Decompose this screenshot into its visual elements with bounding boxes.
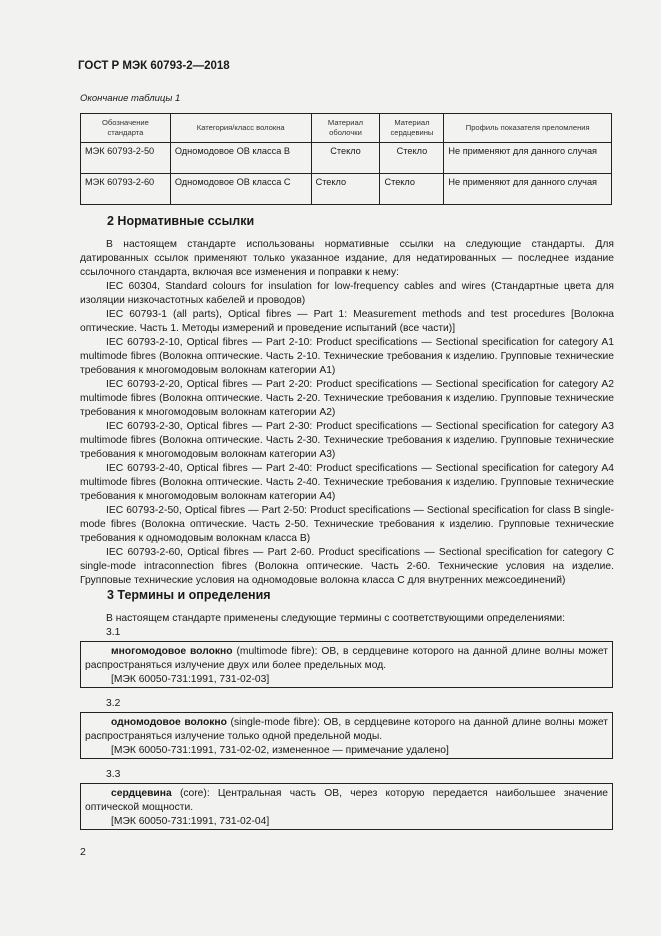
term-text: Центральная часть ОВ, через которую передается наибольшее значение оптической мощности.: [85, 788, 608, 813]
term: сердцевина: [111, 788, 172, 799]
table-cell: Стекло: [380, 143, 444, 174]
reference-item: IEC 60793-2-20, Optical fibres — Part 2-20: Product specifications — Sectional specification for category A2 multimode fibres (Волокна оптические. Часть 2-20. Технические требования к изделию. Групповые технические требования к многомодовым волокнам категории A2): [80, 379, 614, 418]
table-row: [81, 143, 612, 174]
table-cell: МЭК 60793-2-60: [81, 174, 171, 205]
term-number: 3.1: [106, 627, 121, 638]
table-header-cell: Материал сердцевины: [380, 114, 444, 143]
reference-item: IEC 60793-2-30, Optical fibres — Part 2-30: Product specifications — Sectional specification for category A3 multimode fibres (Волокна оптические. Часть 2-30. Технические требования к изделию. Групповые технические требования к многомодовым волокнам категории A3): [80, 421, 614, 460]
table-header-cell: Категория/класс волокна: [170, 114, 311, 143]
standards-table: [80, 113, 612, 205]
section-heading: 2 Нормативные ссылки: [107, 214, 255, 228]
term-text: ОВ, в сердцевине которого на данной длине волны может распространяться излучение только одной предельной моды.: [85, 717, 608, 742]
term-number: 3.3: [106, 769, 121, 780]
term-reference: [МЭК 60050-731:1991, 731-02-02, измененное — примечание удалено]: [111, 745, 449, 756]
table-caption: Окончание таблицы 1: [80, 93, 181, 104]
table-cell: Стекло: [311, 174, 380, 205]
table-cell: Одномодовое ОВ класса В: [170, 143, 311, 174]
page-number: 2: [80, 846, 86, 858]
reference-item: IEC 60793-2-40, Optical fibres — Part 2-40: Product specifications — Sectional specification for category A4 multimode fibres (Волокна оптические. Часть 2-40. Технические требования к изделию. Групповые технические требования к многомодовым волокнам категории A4): [80, 463, 614, 502]
term-definition: [85, 716, 608, 744]
term: многомодовое волокно: [111, 646, 233, 657]
section-heading: 3 Термины и определения: [107, 588, 271, 602]
document-header: ГОСТ Р МЭК 60793-2—2018: [78, 60, 230, 72]
term-definition: [85, 645, 608, 673]
table-header-cell: Обозначение стандарта: [81, 114, 171, 143]
table-header-cell: Материал оболочки: [311, 114, 380, 143]
term-english: (multimode fibre):: [236, 646, 318, 657]
table-header-cell: Профиль показателя преломления: [444, 114, 612, 143]
term-definition: [85, 787, 608, 815]
table-row: [81, 174, 612, 205]
term-definition-box: [80, 641, 613, 688]
reference-item: IEC 60793-2-60, Optical fibres — Part 2-60. Product specifications — Sectional specification for category C single-mode intraconnection fibres (Волокна оптические. Часть 2-60. Технические условия на изделие. Групповые технические условия на одномодовые волокна класса С для внутренних межсоединений): [80, 547, 614, 586]
section-2-body: [80, 238, 614, 588]
reference-item: IEC 60304, Standard colours for insulation for low-frequency cables and wires (Стандартные цвета для изоляции низкочастотных кабелей и проводов): [80, 281, 614, 306]
term-definition-box: [80, 783, 613, 830]
table-header-row: [81, 114, 612, 143]
term-definition-box: [80, 712, 613, 759]
term-number: 3.2: [106, 698, 121, 709]
reference-item: IEC 60793-2-10, Optical fibres — Part 2-10: Product specifications — Sectional specification for category A1 multimode fibres (Волокна оптические. Часть 2-10. Технические требования к изделию. Групповые технические требования к многомодовым волокнам категории A1): [80, 337, 614, 376]
term-english: (single-mode fibre):: [230, 717, 320, 728]
table-cell: Не применяют для данного случая: [444, 143, 612, 174]
term-reference: [МЭК 60050-731:1991, 731-02-04]: [111, 816, 270, 827]
paragraph: [80, 612, 614, 626]
table-cell: Стекло: [380, 174, 444, 205]
table-cell: МЭК 60793-2-50: [81, 143, 171, 174]
table-cell: Одномодовое ОВ класса С: [170, 174, 311, 205]
table-cell: Не применяют для данного случая: [444, 174, 612, 205]
table-cell: Стекло: [311, 143, 380, 174]
term-text: ОВ, в сердцевине которого на данной длине волны может распространяться излучение двух или более предельных мод.: [85, 646, 608, 671]
term-english: (core):: [179, 788, 210, 799]
reference-item: IEC 60793-2-50, Optical fibres — Part 2-50: Product specifications — Sectional specification for class B single-mode fibres (Волокна оптические. Часть 2-50. Технические требования к изделию. Групповые технические требования к одномодовым волокнам класса В): [80, 505, 614, 544]
paragraph: В настоящем стандарте использованы нормативные ссылки на следующие стандарты. Для датированных ссылок применяют только указанное издание, для недатированных — последнее издание ссылочного стандарта, включая все изменения и поправки к нему:: [80, 239, 614, 278]
paragraph-text: В настоящем стандарте применены следующие термины с соответствующими определениями:: [106, 613, 566, 624]
term-reference: [МЭК 60050-731:1991, 731-02-03]: [111, 674, 270, 685]
reference-item: IEC 60793-1 (all parts), Optical fibres — Part 1: Measurement methods and test procedures [Волокна оптические. Часть 1. Методы измерений и проведение испытаний (все части)]: [80, 309, 614, 334]
term: одномодовое волокно: [111, 717, 227, 728]
